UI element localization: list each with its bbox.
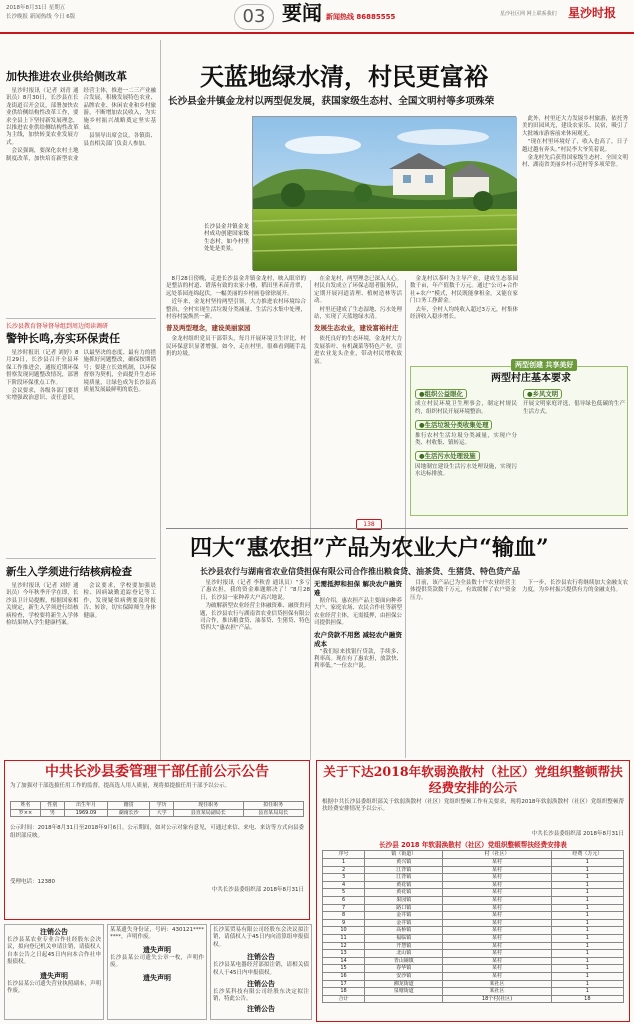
td: 某社区 — [443, 980, 551, 988]
td: 黄花镇 — [365, 881, 443, 889]
th: 学历 — [150, 802, 174, 810]
classified-text: 长沙某贸易有限公司经股东会决议拟注销，请债权人于45日内向清算组申报债权。 — [213, 927, 309, 948]
subhead-two-type: 普及两型理念，建设美丽家园 — [166, 324, 251, 333]
budget-table-body — [323, 859, 624, 996]
box-col-left — [415, 389, 517, 513]
td: 安沙镇 — [365, 972, 443, 980]
notice-left-sign: 中共长沙县委组织部 2018年8月31日 — [211, 886, 304, 893]
para: 此外，村里还大力发展乡村旅游，依托秀美的田园风光，建设农家乐、民宿，吸引了大批城市游客前来休闲观光。 — [522, 116, 628, 137]
notice-right-title: 关于下达2018年软弱涣散村（社区）党组织整顿帮扶经费安排的公示 — [323, 764, 623, 795]
notice-left-contact: 受理电话：12380 — [10, 879, 55, 886]
classified-text: 长沙某科技有限公司经股东决定拟注销，特此公告。 — [213, 989, 309, 1003]
table-row — [323, 972, 624, 980]
td: 江背镇 — [365, 866, 443, 874]
feature-col-4 — [522, 116, 628, 350]
td: 1 — [551, 904, 623, 912]
classified-text: 某某遗失身份证，号码：430121********，声明作废。 — [110, 927, 204, 941]
para: 目前，该产品已为全县数十户农业经营主体提供贷款数千万元，有效缓解了农户资金压力。 — [410, 580, 516, 601]
table-row — [323, 957, 624, 965]
classified-1 — [4, 924, 104, 1020]
classified-title: 遗失声明 — [143, 945, 171, 954]
para: 据介绍，惠农担产品主要面向种养大户、家庭农场、农民合作社等新型农业经营主体，无需抵押，由担保公司提供担保。 — [314, 598, 403, 627]
notice-left-intro: 为了加强对干部选拔任用工作的监督，提高选人用人质量，现将拟提拔任用干部予以公示。 — [10, 783, 231, 789]
box-item-head: ●乡风文明 — [523, 389, 562, 399]
th: 现任职务 — [174, 802, 244, 810]
td: 10 — [323, 927, 365, 935]
two-type-box — [410, 361, 628, 516]
td: 男 — [40, 809, 64, 817]
th: 姓名 — [11, 802, 41, 810]
td — [365, 995, 443, 1003]
table-row — [323, 919, 624, 927]
divider — [6, 558, 156, 559]
para: 近年来，金龙村坚持两型引领，大力推进农村环境综合整治，全村实现生活垃圾分类减量、生活污水集中处理，村容村貌焕然一新。 — [166, 299, 306, 321]
td: 春华镇 — [365, 965, 443, 973]
td: 1 — [551, 972, 623, 980]
article2-col-2 — [314, 580, 402, 758]
td: 某村 — [443, 934, 551, 942]
td: 县直某局副局长 — [174, 809, 244, 817]
notice-left-table-wrap — [5, 799, 309, 819]
brand-logo: 星沙时报 — [568, 6, 617, 20]
td: 5 — [323, 889, 365, 897]
article2-col-3 — [410, 580, 628, 758]
td: 1 — [551, 988, 623, 996]
notice-weak-party-org — [316, 760, 630, 1022]
td: 某村 — [443, 919, 551, 927]
td: 16 — [323, 972, 365, 980]
table-row — [323, 889, 624, 897]
box-item-text: 推行农村生活垃圾分类减量，实现户分类、村收集、镇转运。 — [415, 432, 517, 447]
para: 会议要求，学校要加强晨检、因病缺勤追踪登记等工作，发现疑似病例要及时报告、转诊，切实保障师生身体健康。 — [83, 583, 156, 619]
article2-col-1 — [200, 580, 310, 758]
td: 1 — [551, 889, 623, 897]
td: 某村 — [443, 904, 551, 912]
para: 金龙村先后获得国家级生态村、全国文明村、湖南省美丽乡村示范村等多项荣誉。 — [522, 155, 628, 169]
para: 县领导出席会议，各镇街、县直相关部门负责人参加。 — [83, 133, 156, 147]
section-title: 要闻 — [282, 1, 322, 25]
td: 高桥镇 — [365, 927, 443, 935]
td: 1 — [551, 896, 623, 904]
td: 1 — [551, 957, 623, 965]
para: “我们原来找银行贷款，手续多、利率高。现在有了惠农担，放款快、利率低。”一位农户说。 — [314, 648, 403, 670]
para: 为破解新型农业经营主体融资难、融资贵问题，长沙县农行与湖南省农业信贷担保有限公司合作，推出粮食贷、油茶贷、生猪贷、特色贷四大“惠农担”产品。 — [200, 603, 311, 632]
table-row — [323, 950, 624, 958]
para: 下一步，长沙县农行将继续加大金融支农力度，为乡村振兴提供有力的金融支持。 — [522, 580, 628, 594]
box-item-text: 开展文明家庭评选，倡导绿色低碳的生产生活方式。 — [523, 401, 625, 415]
header-right-small: 星沙社区网 网上联系我们 — [500, 11, 557, 17]
classified-text: 长沙县某电器经营部拟注销，请相关债权人于45日内申报债权。 — [213, 962, 309, 976]
notice-right-table-title: 长沙县 2018 年软弱涣散村（社区）党组织整顿帮扶经费安排表 — [379, 841, 567, 850]
budget-table-head — [323, 851, 624, 859]
td: 果园镇 — [365, 896, 443, 904]
td: 某村 — [443, 950, 551, 958]
notice-left-title: 中共长沙县委管理干部任前公示公告 — [45, 764, 269, 780]
classified-title: 遗失声明 — [40, 971, 68, 980]
td: 某村 — [443, 965, 551, 973]
td: 北山镇 — [365, 950, 443, 958]
td: 大学 — [150, 809, 174, 817]
td: 某村 — [443, 881, 551, 889]
headline-env: 警钟长鸣,夯实环保责任 — [6, 332, 121, 345]
para: 金龙村组织党员干部带头，每月开展环境卫生评比，村民环保意识显著增强。如今，走在村里，很难看到随手乱扔的垃圾。 — [166, 336, 306, 358]
td: 县直某局局长 — [243, 809, 303, 817]
feature-col-3 — [410, 276, 518, 366]
notice-right-intro: 根据中共长沙县委组织部关于软弱涣散村（社区）党组织整顿工作有关要求，现将2018年软弱涣散村（社区）党组织整顿帮扶经费安排情况予以公示。 — [322, 799, 624, 813]
td: 1969.09 — [64, 809, 107, 817]
para: 会议强调，要深化农村土地制度改革，加快培育新型农业经营主体，推进一二三产业融合发展，积极发展特色农业、品牌农业、休闲农业和乡村旅游，不断增加农民收入，为实施乡村振兴战略奠定坚实基础。 — [6, 88, 156, 162]
td: 罗×× — [11, 809, 41, 817]
budget-table — [322, 850, 624, 1003]
article-tb-check — [6, 583, 156, 763]
td: 某村 — [443, 896, 551, 904]
th: 出生年月 — [64, 802, 107, 810]
box-tag: 两型创建 共享美好 — [511, 359, 577, 371]
page-jump-marker: 138 — [356, 519, 382, 530]
para: 村里还建成了生态湿地、污水处理站，实现了天蓝地绿水清。 — [314, 306, 403, 321]
box-title: 两型村庄基本要求 — [491, 373, 571, 384]
th: 性别 — [40, 802, 64, 810]
table-row — [323, 988, 624, 996]
td: 某社区 — [443, 988, 551, 996]
feature-subtitle: 长沙县金井镇金龙村以两型促发展，获国家级生态村、全国文明村等多项殊荣 — [168, 96, 495, 107]
notice-cadre-appointment — [4, 760, 310, 920]
td: 黄花镇 — [365, 889, 443, 897]
article-env — [6, 350, 156, 548]
td: 3 — [323, 874, 365, 882]
divider — [6, 318, 156, 319]
feature-headline: 天蓝地绿水清，村民更富裕 — [200, 62, 488, 91]
subhead-no-collateral: 无需抵押和担保 解决农户融资难 — [314, 580, 402, 597]
notice-right-sign: 中共长沙县委组织部 2018年8月31日 — [531, 831, 624, 837]
table-row — [323, 927, 624, 935]
th: 籍贯 — [108, 802, 150, 810]
td: 江背镇 — [365, 874, 443, 882]
headline-agri-reform: 加快推进农业供给侧改革 — [6, 70, 127, 83]
td: 某村 — [443, 927, 551, 935]
box-col-right — [523, 389, 625, 513]
para: 星沙时报讯（记者 刘婷）8月29日，长沙县召开全县环保工作推进会，通报近期环保督察发现问题整改情况，部署下阶段环保重点工作。 — [6, 350, 79, 386]
td: 18 — [551, 995, 623, 1003]
td: 1 — [551, 912, 623, 920]
para: 会议要求，各级各部门要切实增强政治意识、责任意识，以最坚决的态度、最有力的措施抓好问题整改，确保按期销号；要建立长效机制，以环保督察为契机，全面提升生态环境质量，让绿色成为长沙县高质量发展最鲜明的底色。 — [6, 350, 156, 402]
col-divider — [160, 40, 161, 760]
subhead-eco-agri: 发展生态农业，建设富裕村庄 — [314, 324, 399, 333]
td: 福临镇 — [365, 934, 443, 942]
col-divider-3 — [405, 280, 406, 758]
td: 15 — [323, 965, 365, 973]
col-divider-2 — [310, 280, 311, 760]
th: 序号 — [323, 851, 365, 859]
td: 1 — [551, 859, 623, 867]
table-row — [323, 904, 624, 912]
classified-text: 长沙县某农业专业合作社经股东会决议，拟向登记机关申请注销，请债权人自本公告之日起45日内向本合作社申报债权。 — [7, 937, 101, 966]
table-row — [323, 934, 624, 942]
td: 某村 — [443, 874, 551, 882]
table-row — [323, 881, 624, 889]
subhead-lower-cost: 农户贷款不用愁 减轻农户融资成本 — [314, 630, 402, 648]
left-column — [6, 70, 156, 760]
box-item-text: 因地制宜建设生活污水处理设施，实现污水达标排放。 — [415, 463, 517, 478]
para: 星沙时报讯（记者 刘婷 通讯员）今年秋季开学在即，长沙县卫计局提醒，根据国家相关规定，新生入学须进行结核病检查，学校要将新生入学体检结果纳入学生健康档案。 — [6, 583, 79, 627]
td: 泉塘街道 — [365, 988, 443, 996]
table-row — [11, 809, 304, 817]
article2-headline: 四大“惠农担”产品为农业大户“输血” — [190, 535, 549, 561]
td: 1 — [551, 881, 623, 889]
feature-col-2 — [314, 276, 402, 456]
td: 1 — [551, 866, 623, 874]
box-item-head: ●生活污水处理设施 — [415, 451, 480, 461]
table-row — [323, 965, 624, 973]
table-row — [323, 896, 624, 904]
td: 18 — [323, 988, 365, 996]
box-item-head: ●组织公益眼化 — [415, 389, 467, 399]
td: 11 — [323, 934, 365, 942]
classified-title: 注销公告 — [247, 980, 275, 989]
classified-2 — [107, 924, 207, 1020]
masthead — [0, 0, 634, 34]
notice-left-body: 公示时间：2018年8月31日至2018年9月6日。公示期间，如对公示对象有意见，可通过来信、来电、来访等方式向县委组织部反映。 — [10, 825, 304, 839]
td: 17 — [323, 980, 365, 988]
classified-text: 长沙县某公司遗失营业执照副本，声明作废。 — [7, 980, 101, 995]
td: 开慧镇 — [365, 942, 443, 950]
td: 黄兴镇 — [365, 859, 443, 867]
td: 某村 — [443, 942, 551, 950]
td: 湘龙街道 — [365, 980, 443, 988]
table-row — [323, 942, 624, 950]
td: 1 — [551, 942, 623, 950]
table-row — [323, 980, 624, 988]
td: 1 — [551, 934, 623, 942]
td: 9 — [323, 919, 365, 927]
para: 在金龙村，两型理念已深入人心。村民自发成立了环保志愿者服务队，定期开展河道清理、植树造林等活动。 — [314, 276, 403, 305]
td: 2 — [323, 866, 365, 874]
table-row — [323, 912, 624, 920]
td: 某村 — [443, 912, 551, 920]
td: 4 — [323, 881, 365, 889]
td: 1 — [551, 927, 623, 935]
td: 金井镇 — [365, 912, 443, 920]
td: 某村 — [443, 889, 551, 897]
budget-table-foot — [323, 995, 624, 1003]
td: 18个村(社区) — [443, 995, 551, 1003]
td: 13 — [323, 950, 365, 958]
page-number: 03 — [234, 4, 274, 30]
village-landscape-image — [253, 117, 517, 271]
td: 某村 — [443, 957, 551, 965]
table-row — [323, 874, 624, 882]
th: 镇（街道） — [365, 851, 443, 859]
header-date: 2018年8月31日 星期五 — [6, 5, 66, 11]
td: 合计 — [323, 995, 365, 1003]
header-subline: 长沙晚报 新闻热线 今日 6版 — [6, 14, 76, 20]
td: 6 — [323, 896, 365, 904]
table-total-row — [323, 995, 624, 1003]
para: 8月28日傍晚，走进长沙县金井镇金龙村，映入眼帘的是整洁的村道、错落有致的农家小楼，稻田里禾苗青翠，远处茶园连绵起伏，一幅美丽的乡村画卷徐徐展开。 — [166, 276, 306, 297]
kicker-env: 长沙县教育督导督导组到周边阅读调研 — [6, 323, 109, 330]
td: 1 — [551, 919, 623, 927]
feature-col-1 — [166, 276, 306, 518]
headline-tb-check: 新生入学须进行结核病检查 — [6, 566, 132, 578]
td: 路口镇 — [365, 904, 443, 912]
section-rule — [166, 528, 628, 529]
cadre-table — [10, 801, 304, 817]
table-header-row — [11, 802, 304, 810]
table-row — [323, 859, 624, 867]
budget-table-wrap — [317, 850, 629, 1003]
classified-title: 注销公告 — [247, 1004, 275, 1013]
table-header-row — [323, 851, 624, 859]
para: 依托良好的生态环境，金龙村大力发展茶叶、有机蔬菜等特色产业，引进农业龙头企业，带动村民增收致富。 — [314, 336, 403, 365]
td: 1 — [323, 859, 365, 867]
classified-text: 长沙县某公司遗失公章一枚，声明作废。 — [110, 954, 204, 969]
classified-3 — [210, 924, 312, 1020]
box-item-text: 成立村民环境卫生理事会，制定村规民约，组织村民开展环境整治。 — [415, 401, 517, 415]
para: 星沙时报讯（记者 李秋香 通讯员）“多亏了惠农担，我的资金难题解决了！”8月28日，长沙县一家种养大户高兴地说。 — [200, 580, 310, 601]
article2-subtitle: 长沙县农行与湖南省农业信贷担保有限公司合作推出粮食贷、油茶贷、生猪贷、特色贷产品 — [200, 567, 520, 576]
td: 1 — [551, 965, 623, 973]
table-row — [323, 866, 624, 874]
article-agri-reform — [6, 88, 156, 246]
td: 青山铺镇 — [365, 957, 443, 965]
para: 去年，全村人均纯收入超过3万元，村集体经济收入稳步增长。 — [410, 306, 519, 321]
td: 12 — [323, 942, 365, 950]
td: 8 — [323, 912, 365, 920]
td: 湖南长沙 — [108, 809, 150, 817]
td: 某村 — [443, 859, 551, 867]
td: 金井镇 — [365, 919, 443, 927]
td: 7 — [323, 904, 365, 912]
para: 星沙时报讯（记者 刘青 通讯员）8月30日，长沙县在长龙街道召开会议，部署加快农业供给侧结构性改革工作，要求全县上下坚持新发展理念，以推进农业供给侧结构性改革为主线，加快转变农业发展方式。 — [6, 88, 79, 146]
classified-title: 注销公告 — [247, 953, 275, 962]
feature-photo — [252, 116, 516, 270]
td: 14 — [323, 957, 365, 965]
th: 经费（万元） — [551, 851, 623, 859]
td: 某村 — [443, 972, 551, 980]
para: 金龙村以茶叶为主导产业，建成生态茶园数千亩，年产值数千万元。通过“公司+合作社+农户”模式，村民既能拿租金，又能在家门口务工挣薪金。 — [410, 276, 518, 305]
td: 某村 — [443, 866, 551, 874]
td: 1 — [551, 950, 623, 958]
classified-title: 遗失声明 — [143, 973, 171, 982]
th: 拟任职务 — [243, 802, 303, 810]
box-item-head: ●生活垃圾分类收集处理 — [415, 420, 492, 430]
photo-caption: 长沙县金井镇金龙村成功创建国家级生态村，如今村里处处是美景。 — [204, 224, 249, 253]
td: 1 — [551, 874, 623, 882]
td: 1 — [551, 980, 623, 988]
para: “现在村里环境好了，收入也高了，日子越过越有奔头。”村民李大爷笑着说。 — [522, 139, 628, 153]
th: 村（社区） — [443, 851, 551, 859]
classified-title: 注销公告 — [40, 928, 68, 936]
news-hotline: 新闻热线 86885555 — [326, 13, 396, 21]
classifieds — [4, 924, 312, 1022]
